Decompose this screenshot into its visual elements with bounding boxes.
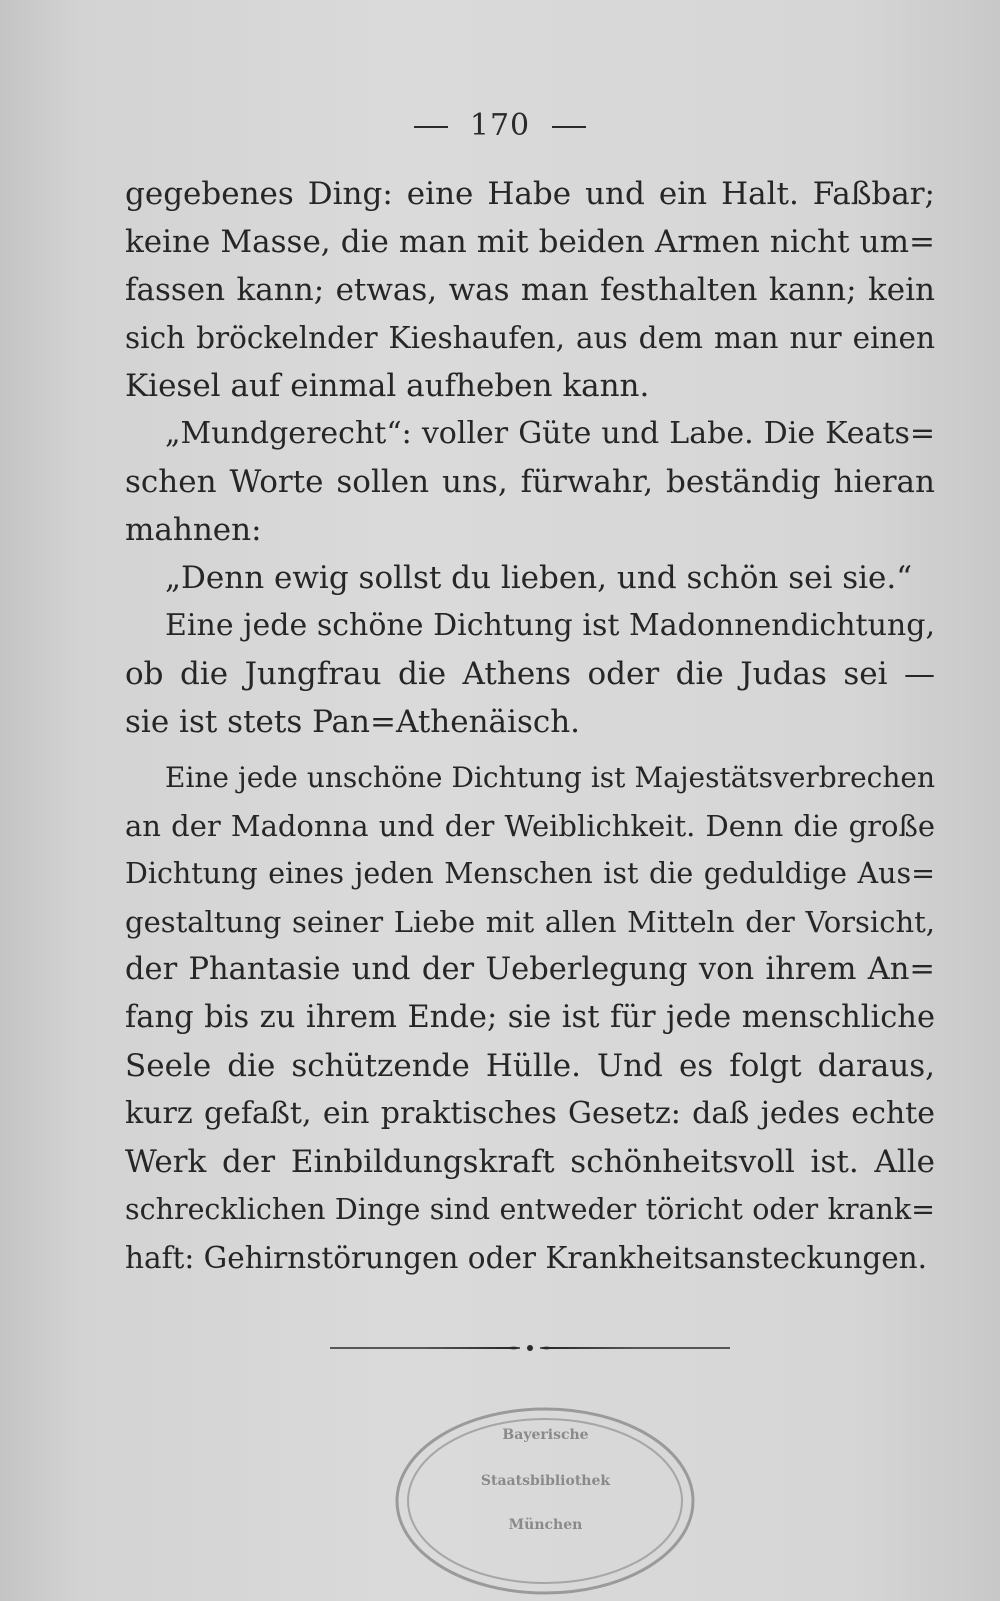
text-line: Eine jede schöne Dichtung ist Madonnendichtung, (165, 608, 935, 643)
text-line: Dichtung eines jeden Menschen ist die geduldige Aus= (125, 857, 935, 890)
text-line: kurz gefaßt, ein praktisches Gesetz: daß jedes echte (125, 1096, 935, 1131)
text-line: Eine jede unschöne Dichtung ist Majestätsverbrechen (165, 761, 935, 794)
text-line: schen Worte sollen uns, fürwahr, beständig hieran (125, 464, 935, 500)
text-line: ob die Jungfrau die Athens oder die Judas sei — (125, 656, 935, 692)
page-number: 170 (469, 108, 531, 143)
text-line: sich bröckelnder Kieshaufen, aus dem man nur einen (125, 321, 935, 355)
page-number-header (0, 108, 1000, 143)
text-line: mahnen: (125, 512, 262, 548)
text-line: haft: Gehirnstörungen oder Krankheitsansteckungen. (125, 1241, 928, 1275)
text-line: der Phantasie und der Ueberlegung von ihrem An= (125, 952, 935, 987)
body-text (125, 170, 935, 1282)
text-line: fang bis zu ihrem Ende; sie ist für jede menschliche (125, 1000, 935, 1035)
library-stamp (393, 1405, 698, 1597)
text-line: sie ist stets Pan=Athenäisch. (125, 704, 581, 740)
quote-line: „Denn ewig sollst du lieben, und schön sei sie.“ (165, 560, 913, 596)
dash-left (414, 126, 448, 128)
text-line: gestaltung seiner Liebe mit allen Mitteln der Vorsicht, (125, 905, 935, 939)
text-line: gegebenes Ding: eine Habe und ein Halt. Faßbar; (125, 176, 935, 212)
stamp-line-1: Bayerische (502, 1427, 589, 1443)
text-line: schrecklichen Dinge sind entweder töricht oder krank= (125, 1193, 935, 1226)
text-line: fassen kann; etwas, was man festhalten kann; kein (125, 272, 935, 308)
dash-right (552, 126, 586, 128)
stamp-line-2: Staatsbibliothek (480, 1473, 611, 1489)
text-line: Kiesel auf einmal aufheben kann. (125, 368, 650, 404)
text-line: Werk der Einbildungskraft schönheitsvoll ist. Alle (125, 1144, 935, 1180)
section-divider-ornament (330, 1341, 730, 1355)
text-line: keine Masse, die man mit beiden Armen nicht um= (125, 224, 935, 260)
text-line: an der Madonna und der Weiblichkeit. Denn die große (125, 809, 935, 843)
text-line: „Mundgerecht“: voller Güte und Labe. Die Keats= (165, 416, 935, 451)
text-line: Seele die schützende Hülle. Und es folgt daraus, (125, 1048, 935, 1084)
stamp-line-3: München (508, 1517, 583, 1533)
